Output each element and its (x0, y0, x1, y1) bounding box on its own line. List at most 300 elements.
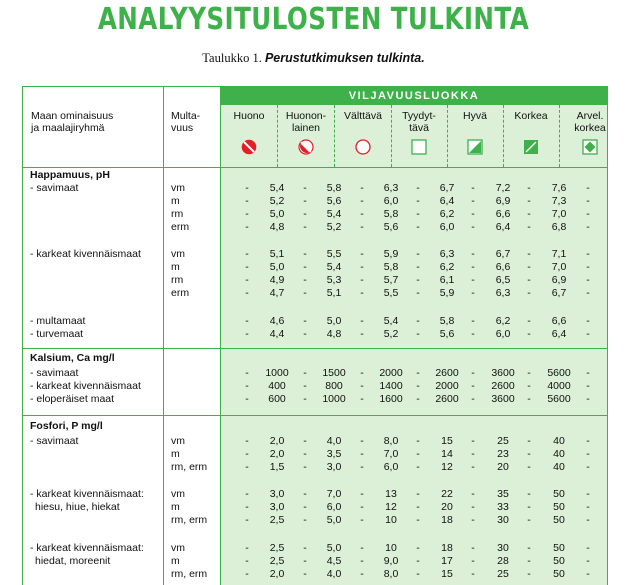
row-label: - karkeat kivennäismaat: (30, 488, 144, 500)
range-separator: - (586, 568, 590, 580)
range-separator: - (586, 182, 590, 194)
range-separator: - (527, 555, 531, 567)
limit-value: 5,2 (326, 221, 342, 233)
range-separator: - (471, 448, 475, 460)
limit-value: 7,3 (551, 195, 567, 207)
range-separator: - (586, 208, 590, 220)
class-header-label: Välttävä (344, 110, 382, 122)
limit-value: 2,0 (269, 448, 285, 460)
range-separator: - (245, 568, 249, 580)
class-header-label: Korkea (514, 110, 548, 122)
range-separator: - (360, 501, 364, 513)
limit-value: 6,0 (439, 221, 455, 233)
limit-value: 2,0 (269, 435, 285, 447)
range-separator: - (303, 461, 307, 473)
range-separator: - (471, 182, 475, 194)
limit-value: 400 (268, 380, 286, 392)
row-label: - karkeat kivennäismaat (30, 380, 141, 392)
limit-value: 28 (497, 555, 509, 567)
humus-class: erm (171, 287, 190, 299)
humus-class: vm (171, 488, 185, 500)
range-separator: - (586, 393, 590, 405)
row-divider (23, 167, 607, 168)
range-separator: - (586, 261, 590, 273)
range-separator: - (303, 542, 307, 554)
limit-value: 6,7 (495, 248, 511, 260)
limit-value: 15 (441, 435, 453, 447)
range-separator: - (471, 195, 475, 207)
limit-value: 3600 (491, 393, 515, 405)
range-separator: - (527, 393, 531, 405)
limit-value: 600 (268, 393, 286, 405)
limit-value: 25 (497, 568, 509, 580)
range-separator: - (527, 315, 531, 327)
limit-value: 5,9 (439, 287, 455, 299)
limit-value: 4,0 (326, 435, 342, 447)
range-separator: - (416, 501, 420, 513)
limit-value: 12 (441, 461, 453, 473)
limit-value: 1600 (379, 393, 403, 405)
range-separator: - (527, 248, 531, 260)
range-separator: - (360, 248, 364, 260)
row-label: - karkeat kivennäismaat: (30, 542, 144, 554)
column-divider (163, 87, 164, 585)
limit-value: 5600 (547, 393, 571, 405)
limit-value: 5,4 (269, 182, 285, 194)
range-separator: - (303, 287, 307, 299)
limit-value: 5,8 (326, 182, 342, 194)
class-header-label: Tyydyt- (402, 110, 436, 122)
range-separator: - (303, 393, 307, 405)
limit-value: 800 (325, 380, 343, 392)
row-label: - turvemaat (30, 328, 84, 340)
range-separator: - (303, 555, 307, 567)
limit-value: 5,2 (383, 328, 399, 340)
range-separator: - (303, 195, 307, 207)
range-separator: - (360, 208, 364, 220)
limit-value: 7,1 (551, 248, 567, 260)
limit-value: 18 (441, 542, 453, 554)
humus-class: m (171, 195, 180, 207)
range-separator: - (416, 555, 420, 567)
limit-value: 6,7 (551, 287, 567, 299)
range-separator: - (303, 182, 307, 194)
valttava-icon (355, 139, 371, 155)
limit-value: 22 (441, 488, 453, 500)
limit-value: 7,0 (551, 261, 567, 273)
range-separator: - (527, 328, 531, 340)
limit-value: 3,5 (326, 448, 342, 460)
limit-value: 5,0 (269, 208, 285, 220)
korkea-icon (523, 139, 539, 155)
range-separator: - (360, 542, 364, 554)
limit-value: 5,8 (383, 208, 399, 220)
range-separator: - (360, 461, 364, 473)
limit-value: 5,7 (383, 274, 399, 286)
limit-value: 4,0 (326, 568, 342, 580)
range-separator: - (360, 195, 364, 207)
range-separator: - (527, 380, 531, 392)
humus-class: m (171, 448, 180, 460)
limit-value: 7,2 (495, 182, 511, 194)
limit-value: 8,0 (383, 435, 399, 447)
range-separator: - (416, 261, 420, 273)
range-separator: - (586, 488, 590, 500)
range-separator: - (471, 367, 475, 379)
range-separator: - (245, 488, 249, 500)
humus-class: rm, erm (171, 568, 208, 580)
range-separator: - (586, 448, 590, 460)
limit-value: 9,0 (383, 555, 399, 567)
limit-value: 2,5 (269, 542, 285, 554)
range-separator: - (471, 221, 475, 233)
range-separator: - (416, 461, 420, 473)
class-header-label: tävä (409, 122, 429, 134)
limit-value: 2,5 (269, 555, 285, 567)
range-separator: - (471, 393, 475, 405)
limit-value: 4,9 (269, 274, 285, 286)
range-separator: - (303, 248, 307, 260)
range-separator: - (245, 328, 249, 340)
limit-value: 6,2 (439, 208, 455, 220)
limit-value: 33 (497, 501, 509, 513)
limit-value: 5600 (547, 367, 571, 379)
range-separator: - (360, 328, 364, 340)
range-separator: - (586, 367, 590, 379)
tyydyttava-icon (411, 139, 427, 155)
row-divider (23, 348, 607, 349)
limit-value: 6,6 (495, 261, 511, 273)
range-separator: - (245, 182, 249, 194)
range-separator: - (360, 287, 364, 299)
range-separator: - (360, 555, 364, 567)
range-separator: - (471, 461, 475, 473)
limit-value: 6,1 (439, 274, 455, 286)
limit-value: 2,5 (269, 514, 285, 526)
section-heading: Kalsium, Ca mg/l (30, 352, 115, 364)
range-separator: - (416, 221, 420, 233)
limit-value: 8,0 (383, 568, 399, 580)
limit-value: 5,0 (326, 315, 342, 327)
range-separator: - (416, 542, 420, 554)
limit-value: 6,4 (439, 195, 455, 207)
limit-value: 5,9 (383, 248, 399, 260)
range-separator: - (303, 208, 307, 220)
range-separator: - (471, 542, 475, 554)
limit-value: 6,6 (551, 315, 567, 327)
limit-value: 17 (441, 555, 453, 567)
limit-value: 2000 (379, 367, 403, 379)
caption-prefix: Taulukko 1. (202, 51, 262, 65)
limit-value: 5,4 (326, 261, 342, 273)
range-separator: - (303, 435, 307, 447)
range-separator: - (527, 221, 531, 233)
range-separator: - (416, 315, 420, 327)
range-separator: - (245, 514, 249, 526)
humus-class: vm (171, 248, 185, 260)
limit-value: 7,0 (551, 208, 567, 220)
limit-value: 1,5 (269, 461, 285, 473)
class-header-label: Huonon- (285, 110, 327, 122)
range-separator: - (245, 195, 249, 207)
range-separator: - (471, 328, 475, 340)
range-separator: - (416, 393, 420, 405)
range-separator: - (303, 514, 307, 526)
limit-value: 5,4 (326, 208, 342, 220)
range-separator: - (471, 274, 475, 286)
range-separator: - (416, 568, 420, 580)
range-separator: - (527, 208, 531, 220)
limit-value: 14 (441, 448, 453, 460)
range-separator: - (586, 195, 590, 207)
limit-value: 50 (553, 501, 565, 513)
limit-value: 5,5 (383, 287, 399, 299)
class-header-label: Hyvä (463, 110, 487, 122)
limit-value: 20 (497, 461, 509, 473)
limit-value: 4,8 (269, 221, 285, 233)
class-header-valttava (335, 110, 391, 122)
range-separator: - (471, 315, 475, 327)
huono-icon (241, 139, 257, 155)
range-separator: - (245, 501, 249, 513)
humus-class: erm (171, 221, 190, 233)
column-header-humus: Multa- vuus (171, 110, 201, 134)
range-separator: - (527, 514, 531, 526)
limit-value: 6,4 (495, 221, 511, 233)
limit-value: 6,9 (495, 195, 511, 207)
class-header-label: Arvel. (576, 110, 604, 122)
range-separator: - (360, 448, 364, 460)
header-dashed-divider (559, 105, 560, 167)
limit-value: 5,8 (383, 261, 399, 273)
limit-value: 12 (385, 501, 397, 513)
limit-value: 4000 (547, 380, 571, 392)
range-separator: - (416, 248, 420, 260)
range-separator: - (245, 221, 249, 233)
range-separator: - (245, 287, 249, 299)
range-separator: - (416, 435, 420, 447)
range-separator: - (471, 287, 475, 299)
range-separator: - (527, 448, 531, 460)
limit-value: 1000 (322, 393, 346, 405)
limit-value: 50 (553, 488, 565, 500)
range-separator: - (586, 501, 590, 513)
range-separator: - (245, 542, 249, 554)
range-separator: - (586, 514, 590, 526)
range-separator: - (586, 435, 590, 447)
limit-value: 6,0 (383, 461, 399, 473)
range-separator: - (303, 380, 307, 392)
page-title: ANALYYSITULOSTEN TULKINTA (97, 2, 530, 37)
humus-class: vm (171, 542, 185, 554)
range-separator: - (416, 195, 420, 207)
humus-class: m (171, 261, 180, 273)
range-separator: - (360, 367, 364, 379)
range-separator: - (245, 208, 249, 220)
limit-value: 5,8 (439, 315, 455, 327)
range-separator: - (360, 261, 364, 273)
fertility-class-header: VILJAVUUSLUOKKA (221, 87, 607, 105)
range-separator: - (416, 274, 420, 286)
range-separator: - (303, 328, 307, 340)
row-label: - savimaat (30, 367, 79, 379)
limit-value: 2000 (435, 380, 459, 392)
limit-value: 5,0 (326, 542, 342, 554)
range-separator: - (586, 248, 590, 260)
limit-value: 5,0 (269, 261, 285, 273)
limit-value: 3600 (491, 367, 515, 379)
range-separator: - (245, 367, 249, 379)
range-separator: - (527, 274, 531, 286)
humus-class: vm (171, 182, 185, 194)
class-header-huono (221, 110, 277, 122)
range-separator: - (586, 380, 590, 392)
limit-value: 5,3 (326, 274, 342, 286)
range-separator: - (303, 488, 307, 500)
range-separator: - (360, 274, 364, 286)
column-header-soil: Maan ominaisuus ja maalajiryhmä (31, 110, 114, 134)
range-separator: - (360, 514, 364, 526)
range-separator: - (527, 461, 531, 473)
range-separator: - (471, 248, 475, 260)
humus-class: m (171, 501, 180, 513)
range-separator: - (471, 555, 475, 567)
range-separator: - (527, 287, 531, 299)
range-separator: - (527, 367, 531, 379)
limit-value: 23 (497, 448, 509, 460)
limit-value: 40 (553, 448, 565, 460)
limit-value: 7,0 (383, 448, 399, 460)
range-separator: - (360, 380, 364, 392)
limit-value: 2,0 (269, 568, 285, 580)
range-separator: - (527, 195, 531, 207)
row-label: - eloperäiset maat (30, 393, 115, 405)
interpretation-table (22, 86, 608, 585)
limit-value: 5,2 (269, 195, 285, 207)
limit-value: 4,5 (326, 555, 342, 567)
range-separator: - (245, 448, 249, 460)
humus-class: rm (171, 274, 184, 286)
range-separator: - (471, 380, 475, 392)
limit-value: 4,6 (269, 315, 285, 327)
range-separator: - (471, 568, 475, 580)
range-separator: - (245, 393, 249, 405)
limit-value: 40 (553, 435, 565, 447)
limit-value: 18 (441, 514, 453, 526)
range-separator: - (416, 448, 420, 460)
range-separator: - (527, 501, 531, 513)
row-divider (23, 415, 607, 416)
limit-value: 6,0 (326, 501, 342, 513)
limit-value: 10 (385, 542, 397, 554)
limit-value: 7,0 (326, 488, 342, 500)
limit-value: 5,6 (383, 221, 399, 233)
humus-class: rm, erm (171, 514, 208, 526)
limit-value: 5,1 (326, 287, 342, 299)
row-label: - savimaat (30, 182, 79, 194)
row-label: hiedat, moreenit (35, 555, 111, 567)
range-separator: - (416, 514, 420, 526)
limit-value: 5,0 (326, 514, 342, 526)
class-header-hyva (447, 110, 503, 122)
limit-value: 6,5 (495, 274, 511, 286)
range-separator: - (245, 315, 249, 327)
limit-value: 25 (497, 435, 509, 447)
range-separator: - (360, 393, 364, 405)
humus-class: vm (171, 435, 185, 447)
limit-value: 30 (497, 542, 509, 554)
range-separator: - (471, 501, 475, 513)
row-label: hiesu, hiue, hiekat (35, 501, 120, 513)
class-header-label: Huono (233, 110, 265, 122)
range-separator: - (527, 435, 531, 447)
limit-value: 6,0 (495, 328, 511, 340)
range-separator: - (416, 380, 420, 392)
limit-value: 20 (441, 501, 453, 513)
caption-title: Perustutkimuksen tulkinta. (264, 51, 425, 65)
range-separator: - (527, 261, 531, 273)
limit-value: 2600 (435, 393, 459, 405)
range-separator: - (416, 488, 420, 500)
limit-value: 50 (553, 542, 565, 554)
column-divider (220, 87, 221, 585)
range-separator: - (303, 448, 307, 460)
range-separator: - (245, 461, 249, 473)
limit-value: 3,0 (326, 461, 342, 473)
limit-value: 10 (385, 514, 397, 526)
range-separator: - (360, 435, 364, 447)
range-separator: - (303, 568, 307, 580)
class-header-huononlainen (278, 110, 334, 134)
limit-value: 5,1 (269, 248, 285, 260)
limit-value: 5,4 (383, 315, 399, 327)
range-separator: - (586, 315, 590, 327)
row-label: - savimaat (30, 435, 79, 447)
range-separator: - (360, 221, 364, 233)
limit-value: 5,5 (326, 248, 342, 260)
row-label: - multamaat (30, 315, 86, 327)
limit-value: 2600 (435, 367, 459, 379)
limit-value: 6,4 (551, 328, 567, 340)
range-separator: - (416, 367, 420, 379)
limit-value: 50 (553, 555, 565, 567)
limit-value: 7,6 (551, 182, 567, 194)
range-separator: - (303, 315, 307, 327)
range-separator: - (303, 501, 307, 513)
range-separator: - (245, 261, 249, 273)
limit-value: 35 (497, 488, 509, 500)
range-separator: - (471, 208, 475, 220)
range-separator: - (586, 287, 590, 299)
range-separator: - (303, 274, 307, 286)
table-caption (0, 51, 627, 66)
limit-value: 6,8 (551, 221, 567, 233)
range-separator: - (245, 435, 249, 447)
range-separator: - (527, 488, 531, 500)
class-header-arveluttavan-korkea (562, 110, 618, 134)
limit-value: 1000 (265, 367, 289, 379)
range-separator: - (527, 542, 531, 554)
range-separator: - (245, 248, 249, 260)
limit-value: 50 (553, 568, 565, 580)
limit-value: 40 (553, 461, 565, 473)
range-separator: - (360, 182, 364, 194)
class-header-label: korkea (574, 122, 606, 134)
limit-value: 1400 (379, 380, 403, 392)
limit-value: 6,7 (439, 182, 455, 194)
humus-class: rm (171, 208, 184, 220)
limit-value: 1500 (322, 367, 346, 379)
